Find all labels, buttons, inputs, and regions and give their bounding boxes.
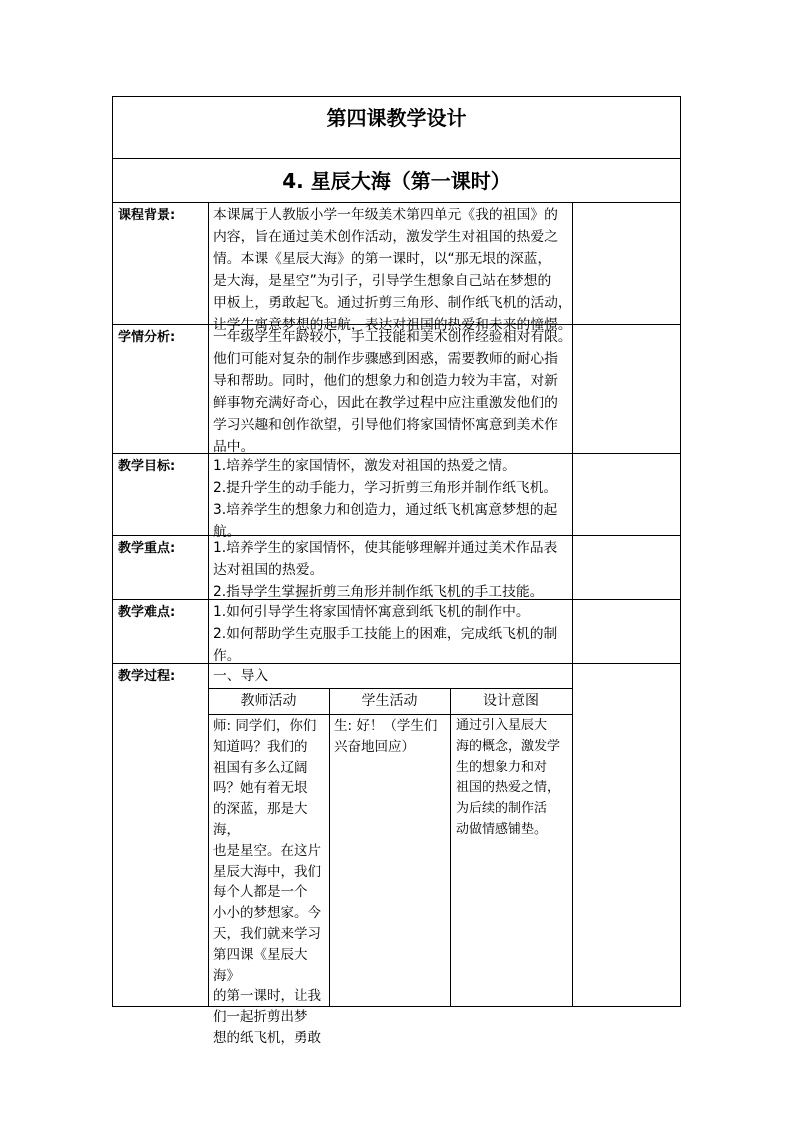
teacher-activity-text: 师: 同学们，你们 知道吗？我们的 祖国有多么辽阔 吗？她有着无垠 的深蓝，那是大海， 也是星空。在这片 星辰大海中，我们 每个人都是一个 小小的梦想家。今 天，我们就来学习 第四课《星辰大海》 的第一课时，让我 们一起折剪出梦 想的纸飞机，勇敢 bbox=[213, 718, 321, 1046]
students-text: 一年级学生年龄较小，手工技能和美术创作经验相对有限。 他们可能对复杂的制作步骤感到困惑，需要教师的耐心指 导和帮助。同时，他们的想象力和创造力较为丰富，对新 鲜事物充满好奇心，因此在教学过程中应注重激发他们的 学习兴趣和创作欲望，引导他们将家国情怀寓意到美术作 品中。 bbox=[213, 329, 572, 455]
page-title: 第四课教学设计 bbox=[326, 106, 467, 130]
keypoints-label: 教学重点: bbox=[118, 541, 176, 556]
rule-below-step bbox=[208, 688, 573, 689]
process-label: 教学过程: bbox=[118, 669, 176, 684]
keypoints-text: 1.培养学生的家国情怀，使其能够理解并通过美术作品表 达对祖国的热爱。 2.指导学生掌握折剪三角形并制作纸飞机的手工技能。 bbox=[213, 540, 558, 600]
goals-label: 教学目标: bbox=[118, 459, 176, 474]
design-intent-text: 通过引入星辰大 海的概念，激发学 生的想象力和对 祖国的热爱之情， 为后续的制作活 动做情感铺垫。 bbox=[456, 718, 561, 837]
teacher-activity-header: 教师活动 bbox=[240, 693, 297, 709]
teacher-column-rule bbox=[329, 688, 330, 1007]
student-column-rule bbox=[450, 688, 451, 1007]
background-text: 本课属于人教版小学一年级美术第四单元《我的祖国》的 内容，旨在通过美术创作活动，激发学生对祖国的热爱之 情。本课《星辰大海》的第一课时，以“那无垠的深蓝， 是大海，是星空”为引子，引导学生想象自己站在梦想的 甲板上，勇敢起飞。通过折剪三角形、制作纸飞机的活动， 让学生寓意梦想的起航，表达对祖国的热爱和未来的憧憬。 bbox=[213, 207, 572, 333]
goals-text: 1.培养学生的家国情怀，激发对祖国的热爱之情。 2.提升学生的动手能力，学习折剪三角形并制作纸飞机。 3.培养学生的想象力和创造力，通过纸飞机寓意梦想的起 航。 bbox=[213, 458, 558, 540]
student-activity-header: 学生活动 bbox=[361, 693, 418, 709]
rule-below-headers bbox=[208, 714, 573, 715]
process-step: 一、导入 bbox=[213, 668, 269, 684]
rule-below-title bbox=[112, 158, 681, 159]
design-intent-header: 设计意图 bbox=[483, 693, 539, 709]
rule-below-subtitle bbox=[112, 202, 681, 203]
difficulties-text: 1.如何引导学生将家国情怀寓意到纸飞机的制作中。 2.如何帮助学生克服手工技能上的困难，完成纸飞机的制 作。 bbox=[213, 604, 558, 664]
students-label: 学情分析: bbox=[118, 330, 176, 345]
difficulties-label: 教学难点: bbox=[118, 605, 176, 620]
student-activity-text: 生: 好！（学生们 兴奋地回应） bbox=[334, 718, 438, 755]
lesson-subtitle: 4. 星辰大海（第一课时） bbox=[282, 169, 511, 193]
background-label: 课程背景: bbox=[118, 208, 176, 223]
